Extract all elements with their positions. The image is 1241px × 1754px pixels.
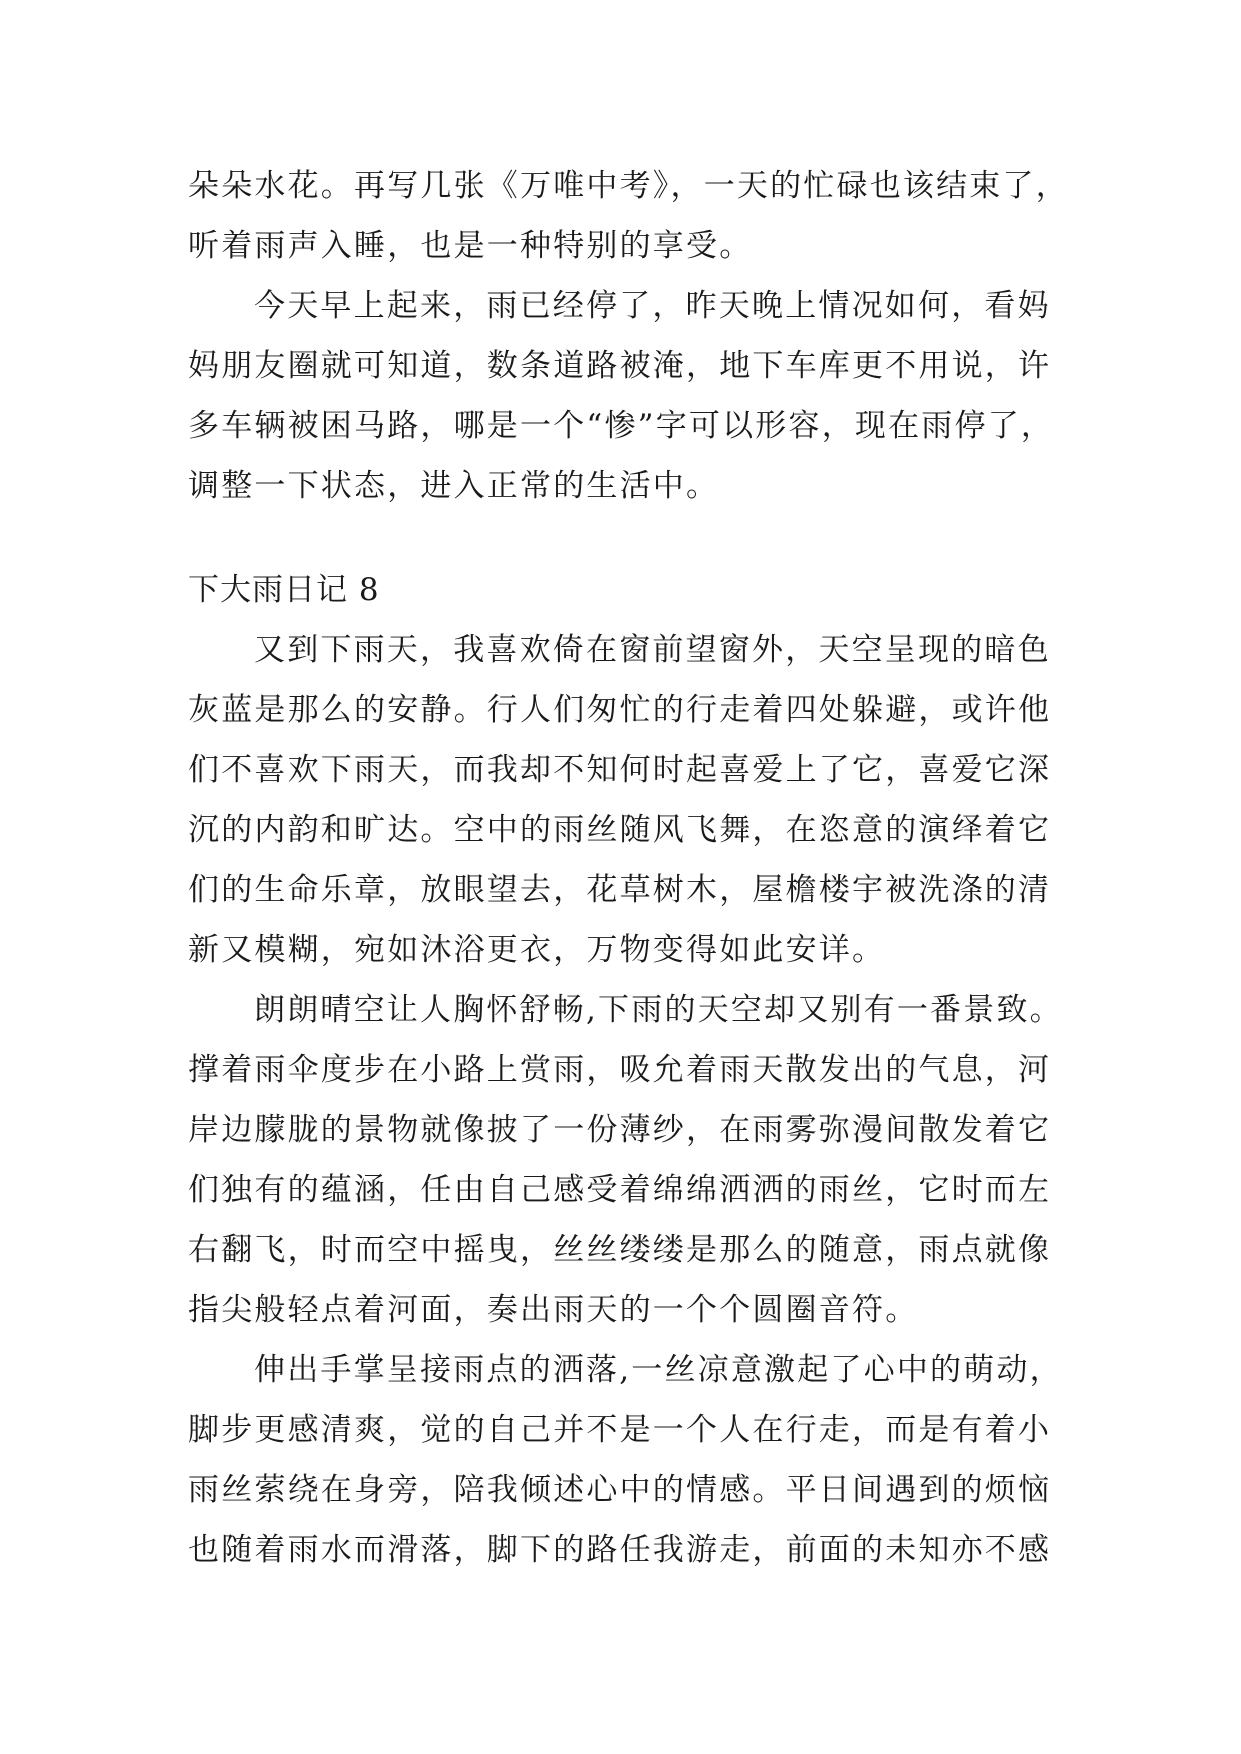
text-line: 沉的内韵和旷达。空中的雨丝随风飞舞，在恣意的演绎着它 [188,812,1052,848]
text-line: 们独有的蕴涵，任由自己感受着绵绵洒洒的雨丝，它时而左 [188,1172,1052,1208]
section-heading: 下大雨日记 8 [188,572,380,608]
text-line: 多车辆被困马路，哪是一个“惨”字可以形容，现在雨停了， [188,408,1055,444]
section-spacer [188,516,1058,560]
text-line: 朵朵水花。再写几张《万唯中考》，一天的忙碌也该结束了， [188,168,1069,204]
text-line: 听着雨声入睡，也是一种特别的享受。 [188,228,753,264]
text-line: 们的生命乐章，放眼望去，花草树木，屋檐楼宇被洗涤的清 [188,872,1052,908]
paragraph [188,980,1063,1340]
text-line: 妈朋友圈就可知道，数条道路被淹，地下车库更不用说，许 [188,348,1052,384]
text-line: 撑着雨伞度步在小路上赏雨，吸允着雨天散发出的气息，河 [188,1052,1052,1088]
text-line: 新又模糊，宛如沐浴更衣，万物变得如此安详。 [188,932,886,968]
text-line: 又到下雨天，我喜欢倚在窗前望窗外，天空呈现的暗色 [254,632,1051,668]
text-line: 们不喜欢下雨天，而我却不知何时起喜爱上了它，喜爱它深 [188,752,1052,788]
text-line: 调整一下状态，进入正常的生活中。 [188,468,720,504]
text-line: 朗朗晴空让人胸怀舒畅,下雨的天空却又别有一番景致。 [254,992,1063,1028]
text-line: 指尖般轻点着河面，奏出雨天的一个个圆圈音符。 [188,1292,919,1328]
paragraph [188,276,1058,516]
paragraph [188,1340,1063,1580]
text-line: 灰蓝是那么的安静。行人们匆忙的行走着四处躲避，或许他 [188,692,1052,728]
paragraph [188,156,1069,276]
text-line: 也随着雨水而滑落，脚下的路任我游走，前面的未知亦不感 [188,1532,1052,1568]
document-body [188,156,1069,1580]
text-line: 脚步更感清爽，觉的自己并不是一个人在行走，而是有着小 [188,1412,1052,1448]
text-line: 岸边朦胧的景物就像披了一份薄纱，在雨雾弥漫间散发着它 [188,1112,1052,1148]
text-line: 雨丝萦绕在身旁，陪我倾述心中的情感。平日间遇到的烦恼 [188,1472,1052,1508]
text-line: 伸出手掌呈接雨点的洒落,一丝凉意激起了心中的萌动， [254,1352,1063,1388]
text-line: 今天早上起来，雨已经停了，昨天晚上情况如何，看妈 [254,288,1051,324]
text-line: 右翻飞，时而空中摇曳，丝丝缕缕是那么的随意，雨点就像 [188,1232,1052,1268]
paragraph [188,620,1058,980]
